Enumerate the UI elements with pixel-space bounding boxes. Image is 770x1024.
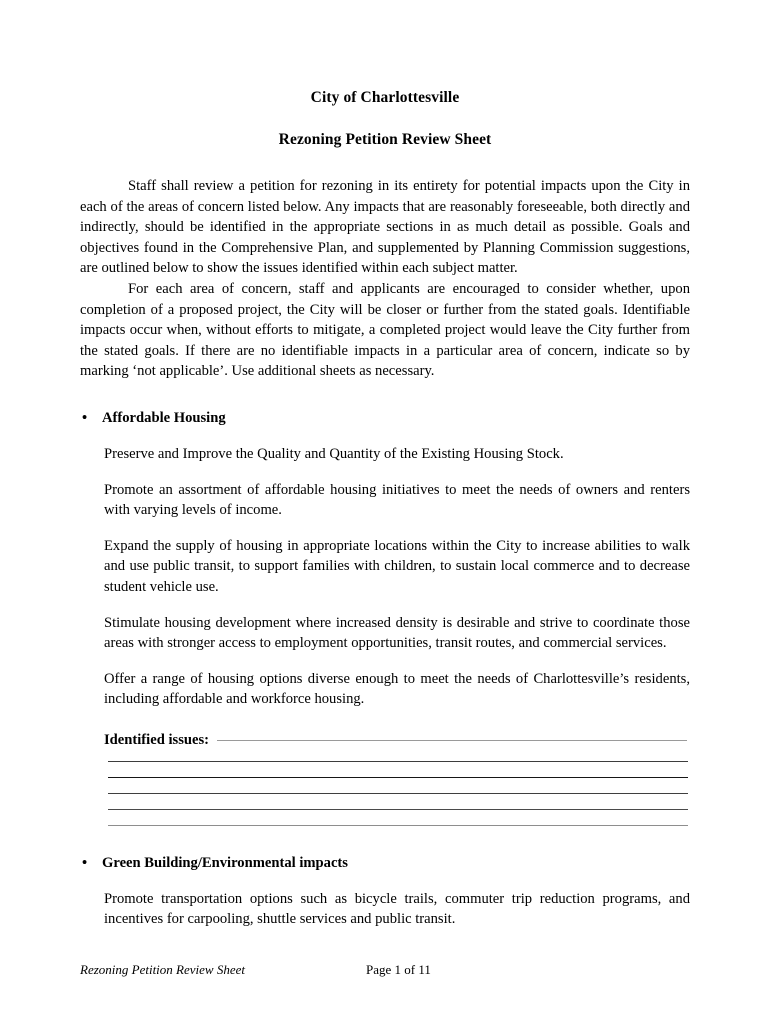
- blank-line[interactable]: [108, 793, 688, 794]
- title-block: [80, 88, 690, 150]
- blank-write-in-lines: [104, 761, 690, 826]
- goal-list: [80, 889, 690, 930]
- footer-document-name: Rezoning Petition Review Sheet: [80, 962, 245, 977]
- blank-line[interactable]: [108, 809, 688, 810]
- section-heading-label: Green Building/Environmental impacts: [102, 854, 348, 871]
- blank-line[interactable]: [108, 761, 688, 762]
- section-affordable-housing: [80, 408, 690, 826]
- goal-item: Preserve and Improve the Quality and Quantity of the Existing Housing Stock.: [104, 445, 564, 462]
- section-heading: [80, 408, 690, 428]
- identified-issues-row: [104, 730, 690, 750]
- identified-issues-label: Identified issues:: [104, 731, 210, 748]
- intro-paragraph-2: For each area of concern, staff and applicants are encouraged to consider whether, upon completion of a proposed project, the City will be closer or further from the stated goals. Identifiable impacts occur when, without efforts to mitigate, a completed project would leave the City further from the stated goals. If there are no identifiable impacts in a particular area of concern, indicate so by marking ‘not applicable’. Use additional sheets as necessary.: [80, 280, 690, 380]
- goal-item: Offer a range of housing options diverse enough to meet the needs of Charlottesville’s residents, including affordable and workforce housing.: [104, 670, 690, 708]
- identified-issues-input[interactable]: [217, 740, 687, 741]
- footer-page-number: Page 1 of 11: [366, 962, 431, 977]
- blank-line[interactable]: [108, 825, 688, 826]
- blank-line[interactable]: [108, 777, 688, 778]
- section-heading-label: Affordable Housing: [102, 409, 226, 426]
- bullet-icon: •: [82, 854, 88, 871]
- goal-item: Promote transportation options such as bicycle trails, commuter trip reduction programs, and incentives for carpooling, shuttle services and public transit.: [104, 890, 690, 928]
- section-heading: [80, 853, 690, 873]
- document-content: [80, 0, 690, 930]
- page-title: City of Charlottesville: [310, 89, 460, 106]
- goal-item: Expand the supply of housing in appropriate locations within the City to increase abilities to walk and use public transit, to support families with children, to sustain local commerce and to decrease student vehicle use.: [104, 537, 690, 595]
- goal-item: Promote an assortment of affordable housing initiatives to meet the needs of owners and renters with varying levels of income.: [104, 481, 690, 519]
- bullet-icon: •: [82, 409, 88, 426]
- page-subtitle: Rezoning Petition Review Sheet: [278, 131, 492, 148]
- intro-paragraph-1: Staff shall review a petition for rezoning in its entirety for potential impacts upon the City in each of the areas of concern listed below. Any impacts that are reasonably foreseeable, both directly and indirectly, should be identified in the appropriate sections in as much detail as possible. Goals and objectives found in the Comprehensive Plan, and supplemented by Planning Commission suggestions, are outlined below to show the issues identified within each subject matter.: [80, 178, 690, 277]
- goal-list: [80, 444, 690, 710]
- identified-issues-block: [80, 730, 690, 826]
- intro-block: [80, 176, 690, 382]
- goal-item: Stimulate housing development where increased density is desirable and strive to coordinate those areas with stronger access to employment opportunities, transit routes, and commercial services.: [104, 614, 690, 652]
- section-green-building: [80, 853, 690, 930]
